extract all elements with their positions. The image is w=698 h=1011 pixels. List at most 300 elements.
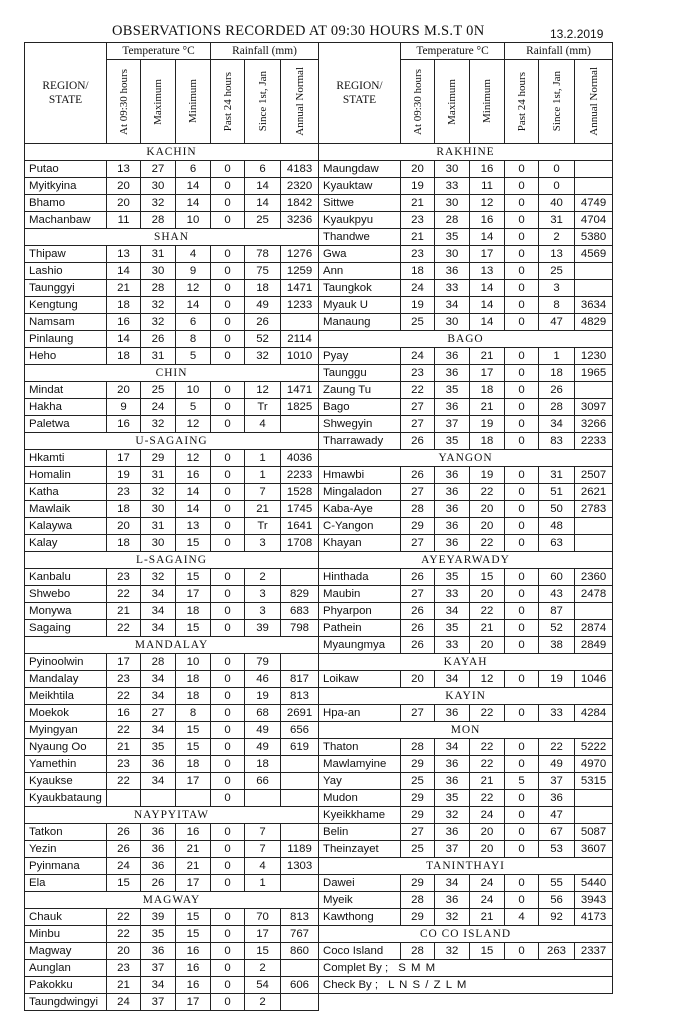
rain-since-jan: 14 xyxy=(245,195,281,212)
section-title: MAGWAY xyxy=(25,892,319,909)
station-row xyxy=(25,603,319,620)
rain-annual-normal xyxy=(575,161,613,178)
temp-max: 32 xyxy=(141,195,176,212)
rain-since-jan: 7 xyxy=(245,484,281,501)
rain-since-jan: 1 xyxy=(245,450,281,467)
rain-since-jan: 34 xyxy=(539,416,575,433)
station-name: Moekok xyxy=(25,705,107,722)
station-name: Kalaywa xyxy=(25,518,107,535)
station-row xyxy=(319,416,613,433)
rain-24h: 0 xyxy=(211,722,245,739)
rain-since-jan: 75 xyxy=(245,263,281,280)
temp-0930: 16 xyxy=(107,705,141,722)
rain-since-jan: 66 xyxy=(245,773,281,790)
temp-max: 36 xyxy=(435,824,470,841)
temp-max: 35 xyxy=(141,739,176,756)
station-row xyxy=(319,875,613,892)
maximum-header: Maximum xyxy=(446,78,458,125)
temp-max: 37 xyxy=(141,994,176,1011)
rain-since-jan: 19 xyxy=(539,671,575,688)
temp-0930: 27 xyxy=(401,705,435,722)
rain-since-jan: 14 xyxy=(245,178,281,195)
station-name: Pathein xyxy=(319,620,401,637)
temp-0930: 24 xyxy=(401,280,435,297)
station-row xyxy=(25,909,319,926)
temp-min: 22 xyxy=(470,705,505,722)
temp-0930: 20 xyxy=(401,671,435,688)
temp-min: 16 xyxy=(470,161,505,178)
rain-since-jan: 3 xyxy=(539,280,575,297)
temp-min: 21 xyxy=(176,858,211,875)
temp-max: 39 xyxy=(141,909,176,926)
at0930-header: At 09:30 hours xyxy=(411,68,424,135)
station-row xyxy=(25,926,319,943)
maximum-header: Maximum xyxy=(152,78,164,125)
completed-by-label: Complet By ; xyxy=(323,962,389,974)
temp-max: 27 xyxy=(141,161,176,178)
section-header-row xyxy=(25,552,319,569)
station-row xyxy=(319,195,613,212)
rain-24h: 0 xyxy=(211,739,245,756)
temp-0930: 24 xyxy=(107,858,141,875)
station-row xyxy=(319,637,613,654)
station-row xyxy=(319,161,613,178)
station-name: Katha xyxy=(25,484,107,501)
rain-since-jan: 31 xyxy=(539,467,575,484)
station-name: Shwegyin xyxy=(319,416,401,433)
completed-by-row xyxy=(319,960,613,977)
rain-24h: 0 xyxy=(211,212,245,229)
rain-since-jan: 56 xyxy=(539,892,575,909)
temp-max: 28 xyxy=(141,280,176,297)
station-row xyxy=(25,246,319,263)
rain-annual-normal: 2233 xyxy=(575,433,613,450)
station-row xyxy=(319,382,613,399)
rain-annual-normal: 5222 xyxy=(575,739,613,756)
station-name: Heho xyxy=(25,348,107,365)
rain-24h: 0 xyxy=(211,858,245,875)
rain-annual-normal: 1708 xyxy=(281,535,319,552)
temp-max: 32 xyxy=(141,484,176,501)
temp-max: 32 xyxy=(141,314,176,331)
rain-annual-normal: 4749 xyxy=(575,195,613,212)
temp-min: 24 xyxy=(470,875,505,892)
rain-since-jan: 49 xyxy=(245,722,281,739)
rain-since-jan: 7 xyxy=(245,841,281,858)
station-name: Kyeikkhame xyxy=(319,807,401,824)
rain-annual-normal xyxy=(575,263,613,280)
temp-min: 21 xyxy=(470,348,505,365)
rain-since-jan: Tr xyxy=(245,399,281,416)
temp-max: 36 xyxy=(435,773,470,790)
rain-24h: 0 xyxy=(505,365,539,382)
temp-min: 16 xyxy=(176,824,211,841)
station-row xyxy=(319,790,613,807)
station-row xyxy=(319,943,613,960)
station-name: Homalin xyxy=(25,467,107,484)
rain-24h: 0 xyxy=(211,348,245,365)
temp-0930: 16 xyxy=(107,416,141,433)
rain-annual-normal: 813 xyxy=(281,909,319,926)
station-name: Namsam xyxy=(25,314,107,331)
rain-annual-normal: 1189 xyxy=(281,841,319,858)
rain-annual-normal: 3236 xyxy=(281,212,319,229)
rain-24h: 0 xyxy=(505,314,539,331)
station-row xyxy=(319,348,613,365)
rain-24h: 5 xyxy=(505,773,539,790)
section-title: TANINTHAYI xyxy=(319,858,613,875)
annual-normal-header: Annual Normal xyxy=(293,67,306,136)
temp-max: 34 xyxy=(141,722,176,739)
rain-annual-normal: 3634 xyxy=(575,297,613,314)
section-title: YANGON xyxy=(319,450,613,467)
rain-24h: 0 xyxy=(211,790,245,807)
temp-0930: 28 xyxy=(401,892,435,909)
rain-since-jan: 78 xyxy=(245,246,281,263)
temp-0930 xyxy=(107,790,141,807)
temp-0930: 22 xyxy=(107,620,141,637)
temp-min: 14 xyxy=(176,501,211,518)
temp-0930: 23 xyxy=(107,756,141,773)
rain-annual-normal: 1276 xyxy=(281,246,319,263)
temp-0930: 13 xyxy=(107,246,141,263)
rain-annual-normal xyxy=(281,875,319,892)
temp-0930: 27 xyxy=(401,399,435,416)
temp-min: 15 xyxy=(176,926,211,943)
rain-24h: 0 xyxy=(211,977,245,994)
minimum-header: Minimum xyxy=(481,79,494,124)
station-name: Kengtung xyxy=(25,297,107,314)
station-name: Hpa-an xyxy=(319,705,401,722)
station-name: Kanbalu xyxy=(25,569,107,586)
rain-annual-normal: 829 xyxy=(281,586,319,603)
rain-annual-normal xyxy=(281,569,319,586)
station-row xyxy=(319,773,613,790)
rain-annual-normal: 1825 xyxy=(281,399,319,416)
station-row xyxy=(25,297,319,314)
temp-0930: 29 xyxy=(401,790,435,807)
station-name: Putao xyxy=(25,161,107,178)
rain-since-jan xyxy=(245,790,281,807)
section-header-row xyxy=(25,807,319,824)
rain-24h: 0 xyxy=(505,892,539,909)
temp-min: 18 xyxy=(176,671,211,688)
station-name: Thandwe xyxy=(319,229,401,246)
temp-max: 34 xyxy=(435,739,470,756)
rain-since-jan: 53 xyxy=(539,841,575,858)
temp-max: 27 xyxy=(141,705,176,722)
section-title: MANDALAY xyxy=(25,637,319,654)
rain-since-jan: 19 xyxy=(245,688,281,705)
temp-0930: 27 xyxy=(401,586,435,603)
station-name: Myingyan xyxy=(25,722,107,739)
temp-max: 32 xyxy=(141,416,176,433)
rain-annual-normal xyxy=(281,824,319,841)
temp-min: 21 xyxy=(470,909,505,926)
rain-annual-normal: 1230 xyxy=(575,348,613,365)
station-name: Pyinoolwin xyxy=(25,654,107,671)
rain-annual-normal: 1528 xyxy=(281,484,319,501)
rain-24h: 0 xyxy=(505,841,539,858)
rain-since-jan: 92 xyxy=(539,909,575,926)
temp-0930: 18 xyxy=(107,535,141,552)
temp-max: 33 xyxy=(435,637,470,654)
rain-since-jan: 2 xyxy=(245,960,281,977)
rain-annual-normal: 1965 xyxy=(575,365,613,382)
temp-0930: 23 xyxy=(107,569,141,586)
temp-min: 21 xyxy=(470,773,505,790)
temp-0930: 27 xyxy=(401,484,435,501)
temp-max: 36 xyxy=(435,756,470,773)
rain-since-jan: 1 xyxy=(245,875,281,892)
left-observation-table xyxy=(24,42,319,1011)
temp-0930: 25 xyxy=(401,773,435,790)
temp-0930: 27 xyxy=(401,824,435,841)
rain-annual-normal: 606 xyxy=(281,977,319,994)
rain-annual-normal: 3266 xyxy=(575,416,613,433)
temp-min: 12 xyxy=(176,280,211,297)
rain-24h: 0 xyxy=(505,484,539,501)
station-name: Hakha xyxy=(25,399,107,416)
rain-since-jan: 25 xyxy=(245,212,281,229)
rain-24h: 0 xyxy=(505,178,539,195)
station-name: Dawei xyxy=(319,875,401,892)
rain-24h: 0 xyxy=(211,195,245,212)
rain-annual-normal: 1745 xyxy=(281,501,319,518)
temp-min: 16 xyxy=(470,212,505,229)
temp-0930: 14 xyxy=(107,331,141,348)
temp-min: 21 xyxy=(176,841,211,858)
temp-max: 33 xyxy=(435,178,470,195)
station-row xyxy=(25,178,319,195)
temp-max: 32 xyxy=(435,943,470,960)
rain-24h: 4 xyxy=(505,909,539,926)
station-name: Maungdaw xyxy=(319,161,401,178)
rain-annual-normal xyxy=(575,807,613,824)
temp-max: 31 xyxy=(141,467,176,484)
temp-min: 22 xyxy=(470,756,505,773)
rain-annual-normal: 860 xyxy=(281,943,319,960)
right-observation-table xyxy=(318,42,613,994)
rain-24h: 0 xyxy=(505,807,539,824)
temp-0930: 20 xyxy=(107,195,141,212)
station-row xyxy=(25,858,319,875)
rain-24h: 0 xyxy=(505,161,539,178)
temp-max: 34 xyxy=(141,773,176,790)
temp-min: 16 xyxy=(176,467,211,484)
rain-annual-normal: 4970 xyxy=(575,756,613,773)
station-name: Myaungmya xyxy=(319,637,401,654)
station-row xyxy=(319,705,613,722)
temp-max: 30 xyxy=(141,263,176,280)
since-jan-header: Since 1st, Jan xyxy=(550,71,563,132)
station-row xyxy=(25,841,319,858)
station-row xyxy=(319,603,613,620)
rain-annual-normal: 1471 xyxy=(281,382,319,399)
temp-min: 15 xyxy=(176,909,211,926)
station-row xyxy=(319,314,613,331)
rain-annual-normal: 683 xyxy=(281,603,319,620)
rain-24h: 0 xyxy=(211,297,245,314)
rain-since-jan: 33 xyxy=(539,705,575,722)
rain-since-jan: 7 xyxy=(245,824,281,841)
rain-24h: 0 xyxy=(505,671,539,688)
rain-since-jan: 54 xyxy=(245,977,281,994)
temp-min: 17 xyxy=(176,875,211,892)
rain-24h: 0 xyxy=(211,773,245,790)
station-name: Mawlamyine xyxy=(319,756,401,773)
rain-annual-normal: 2233 xyxy=(281,467,319,484)
rain-24h: 0 xyxy=(211,280,245,297)
rain-since-jan: 18 xyxy=(539,365,575,382)
temp-min: 13 xyxy=(470,263,505,280)
temp-max: 36 xyxy=(435,535,470,552)
rain-24h: 0 xyxy=(505,535,539,552)
section-title: BAGO xyxy=(319,331,613,348)
temp-min: 12 xyxy=(470,195,505,212)
rain-24h: 0 xyxy=(505,739,539,756)
rain-annual-normal xyxy=(575,603,613,620)
temp-0930: 21 xyxy=(401,229,435,246)
section-header-row xyxy=(25,144,319,161)
rain-annual-normal: 2320 xyxy=(281,178,319,195)
rain-24h: 0 xyxy=(211,824,245,841)
temp-0930: 17 xyxy=(107,450,141,467)
rain-annual-normal: 2849 xyxy=(575,637,613,654)
rain-since-jan: 4 xyxy=(245,416,281,433)
temp-max xyxy=(141,790,176,807)
rain-since-jan: 1 xyxy=(245,467,281,484)
temp-min: 18 xyxy=(470,433,505,450)
station-row xyxy=(25,671,319,688)
temp-0930: 26 xyxy=(401,467,435,484)
temp-min: 16 xyxy=(176,977,211,994)
temp-0930: 13 xyxy=(107,161,141,178)
station-row xyxy=(319,756,613,773)
temp-min: 4 xyxy=(176,246,211,263)
temp-0930: 21 xyxy=(107,977,141,994)
temp-0930: 16 xyxy=(107,314,141,331)
station-row xyxy=(319,518,613,535)
temp-min: 19 xyxy=(470,467,505,484)
temp-max: 35 xyxy=(435,229,470,246)
temp-max: 30 xyxy=(141,501,176,518)
rain-24h: 0 xyxy=(211,399,245,416)
temp-max: 24 xyxy=(141,399,176,416)
station-name: Hkamti xyxy=(25,450,107,467)
at0930-header: At 09:30 hours xyxy=(117,68,130,135)
temp-max: 34 xyxy=(435,875,470,892)
station-name: Tharrawady xyxy=(319,433,401,450)
station-name: Meikhtila xyxy=(25,688,107,705)
station-row xyxy=(319,909,613,926)
temp-0930: 23 xyxy=(401,246,435,263)
temp-0930: 23 xyxy=(107,960,141,977)
temp-max: 36 xyxy=(435,518,470,535)
rain-since-jan: 67 xyxy=(539,824,575,841)
temp-min: 12 xyxy=(176,450,211,467)
rain-annual-normal: 1046 xyxy=(575,671,613,688)
station-name: Kaba-Aye xyxy=(319,501,401,518)
temp-0930: 21 xyxy=(107,280,141,297)
rain-annual-normal: 3607 xyxy=(575,841,613,858)
station-name: Kyaukbataung xyxy=(25,790,107,807)
temp-max: 36 xyxy=(141,841,176,858)
temp-max: 31 xyxy=(141,518,176,535)
rain-annual-normal: 656 xyxy=(281,722,319,739)
temp-min: 10 xyxy=(176,654,211,671)
station-name: Ela xyxy=(25,875,107,892)
past24-header: Past 24 hours xyxy=(221,71,234,132)
station-row xyxy=(25,977,319,994)
rain-since-jan: 37 xyxy=(539,773,575,790)
station-row xyxy=(319,892,613,909)
temp-min: 15 xyxy=(176,739,211,756)
rain-annual-normal: 2507 xyxy=(575,467,613,484)
temp-max: 32 xyxy=(141,569,176,586)
station-name: Myeik xyxy=(319,892,401,909)
station-name: Myauk U xyxy=(319,297,401,314)
rain-since-jan: 49 xyxy=(245,297,281,314)
temp-0930: 22 xyxy=(107,909,141,926)
temp-min: 22 xyxy=(470,535,505,552)
temp-max: 34 xyxy=(141,671,176,688)
temp-max: 36 xyxy=(435,263,470,280)
temp-max: 30 xyxy=(435,161,470,178)
station-row xyxy=(319,229,613,246)
station-row xyxy=(25,773,319,790)
temp-max: 34 xyxy=(435,603,470,620)
rain-24h: 0 xyxy=(505,229,539,246)
section-title: KACHIN xyxy=(25,144,319,161)
report-date: 13.2.2019 xyxy=(550,27,604,41)
temp-0930: 14 xyxy=(107,263,141,280)
temp-0930: 18 xyxy=(107,501,141,518)
station-name: Manaung xyxy=(319,314,401,331)
section-title: RAKHINE xyxy=(319,144,613,161)
rain-since-jan: 43 xyxy=(539,586,575,603)
temp-0930: 26 xyxy=(401,433,435,450)
checked-by-row xyxy=(319,977,613,994)
station-name: Chauk xyxy=(25,909,107,926)
section-title: CO CO ISLAND xyxy=(319,926,613,943)
temp-max: 34 xyxy=(141,586,176,603)
temp-max: 36 xyxy=(435,348,470,365)
rain-24h: 0 xyxy=(211,603,245,620)
rain-annual-normal xyxy=(281,416,319,433)
temp-0930: 26 xyxy=(401,637,435,654)
station-name: Mawlaik xyxy=(25,501,107,518)
rain-since-jan: 46 xyxy=(245,671,281,688)
temp-max: 36 xyxy=(141,858,176,875)
temp-0930: 20 xyxy=(107,382,141,399)
rain-annual-normal: 767 xyxy=(281,926,319,943)
station-row xyxy=(25,960,319,977)
station-name: Taungdwingyi xyxy=(25,994,107,1011)
section-title: U-SAGAING xyxy=(25,433,319,450)
temp-min: 17 xyxy=(176,773,211,790)
temp-0930: 27 xyxy=(401,535,435,552)
temp-min: 18 xyxy=(470,382,505,399)
temp-max: 26 xyxy=(141,875,176,892)
rain-annual-normal: 813 xyxy=(281,688,319,705)
rain-annual-normal xyxy=(575,790,613,807)
rain-since-jan: 1 xyxy=(539,348,575,365)
rain-24h: 0 xyxy=(505,382,539,399)
temp-max: 35 xyxy=(435,790,470,807)
rain-24h: 0 xyxy=(505,195,539,212)
temp-0930: 19 xyxy=(401,297,435,314)
